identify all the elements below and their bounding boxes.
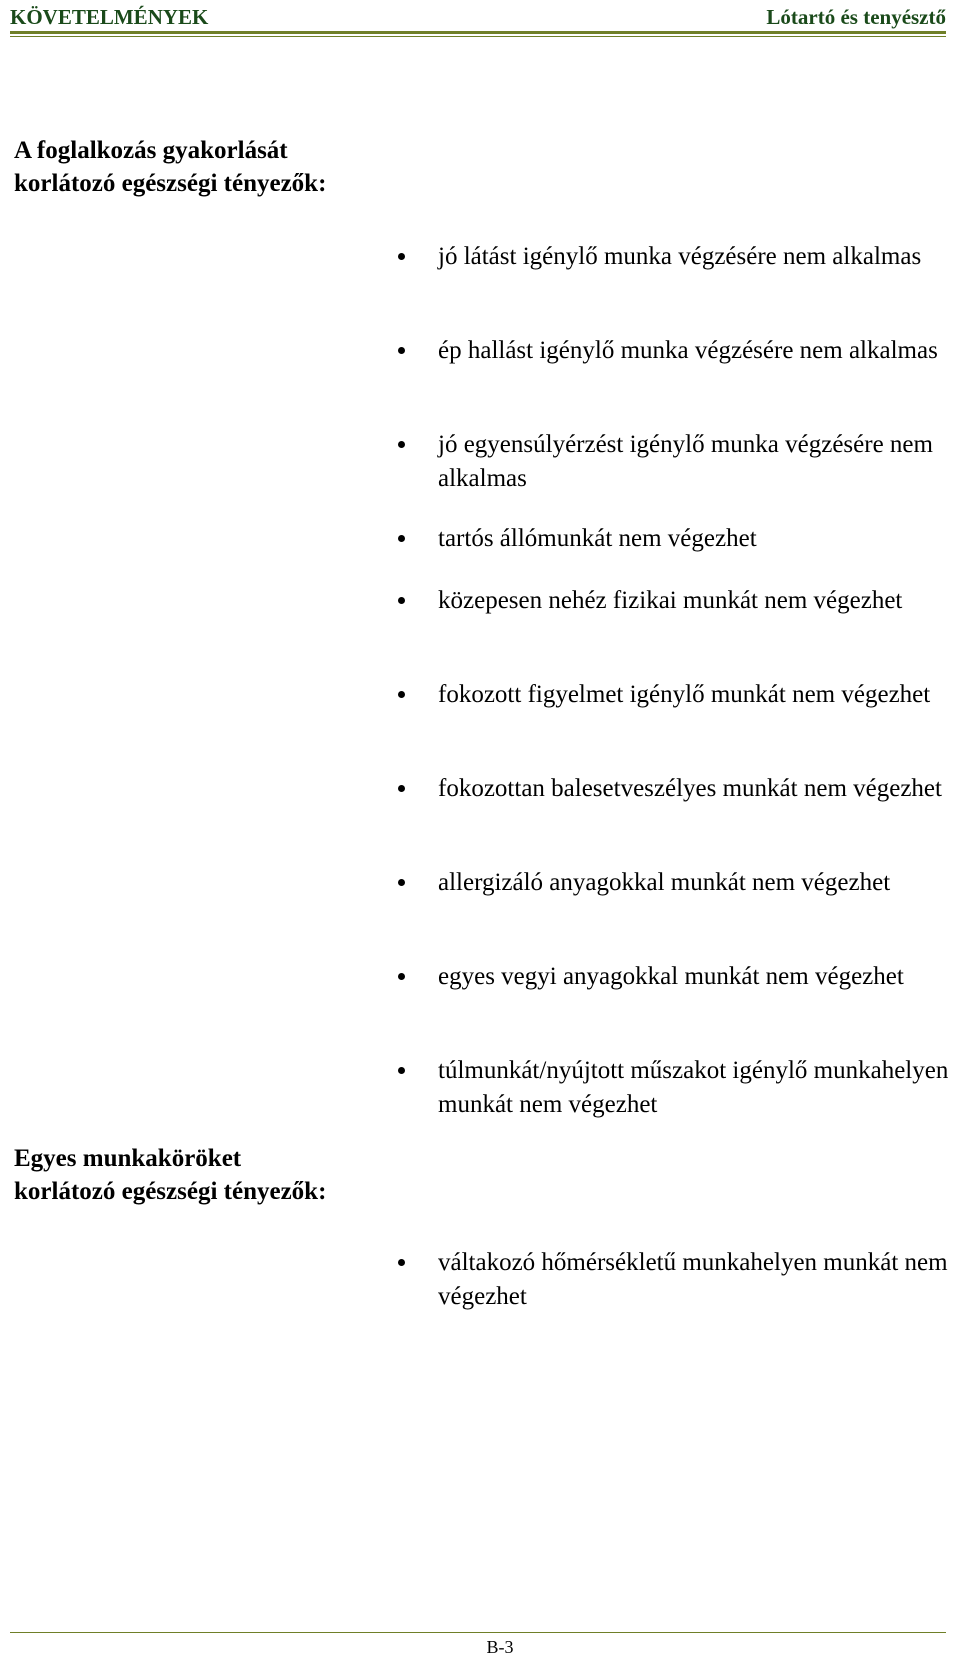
bullet-icon: [398, 973, 405, 980]
page-number: B-3: [486, 1637, 514, 1657]
header-divider-thin: [10, 36, 946, 37]
header-document-title: Lótartó és tenyésztő: [766, 5, 946, 29]
bullet-icon: [398, 879, 405, 886]
list-item-text: tartós állómunkát nem végezhet: [438, 525, 757, 552]
bullet-icon: [398, 597, 405, 604]
list-item-text: közepesen nehéz fizikai munkát nem végezhet: [438, 587, 903, 614]
list-item-text: allergizáló anyagokkal munkát nem végezhet: [438, 869, 891, 896]
bullet-icon: [398, 1259, 405, 1266]
header-divider: [10, 31, 946, 34]
bullet-icon: [398, 441, 405, 448]
list-item-text: fokozottan balesetveszélyes munkát nem végezhet: [438, 775, 942, 802]
header-section-title: KÖVETELMÉNYEK: [10, 5, 209, 29]
page-header: [10, 0, 946, 34]
bullet-icon: [398, 1067, 405, 1074]
bullet-icon: [398, 535, 405, 542]
list-item-text: váltakozó hőmérsékletű munkahelyen munkát nem végezhet: [438, 1249, 948, 1310]
list-item-text: jó egyensúlyérzést igénylő munka végzésére nem alkalmas: [438, 431, 933, 492]
footer-divider: [10, 1632, 946, 1633]
bullet-icon: [398, 253, 405, 260]
section-label-job-restrictions: Egyes munkaköröket korlátozó egészségi tényezők:: [14, 1145, 327, 1205]
list-item-text: ép hallást igénylő munka végzésére nem alkalmas: [438, 337, 938, 364]
list-item-text: egyes vegyi anyagokkal munkát nem végezhet: [438, 963, 904, 990]
list-item-text: jó látást igénylő munka végzésére nem alkalmas: [438, 243, 922, 270]
bullet-icon: [398, 347, 405, 354]
section-label-occupation-restrictions: A foglalkozás gyakorlását korlátozó egészségi tényezők:: [14, 137, 327, 197]
list-item-text: túlmunkát/nyújtott műszakot igénylő munkahelyen munkát nem végezhet: [438, 1057, 949, 1118]
bullet-icon: [398, 691, 405, 698]
bullet-icon: [398, 785, 405, 792]
list-item-text: fokozott figyelmet igénylő munkát nem végezhet: [438, 681, 931, 708]
